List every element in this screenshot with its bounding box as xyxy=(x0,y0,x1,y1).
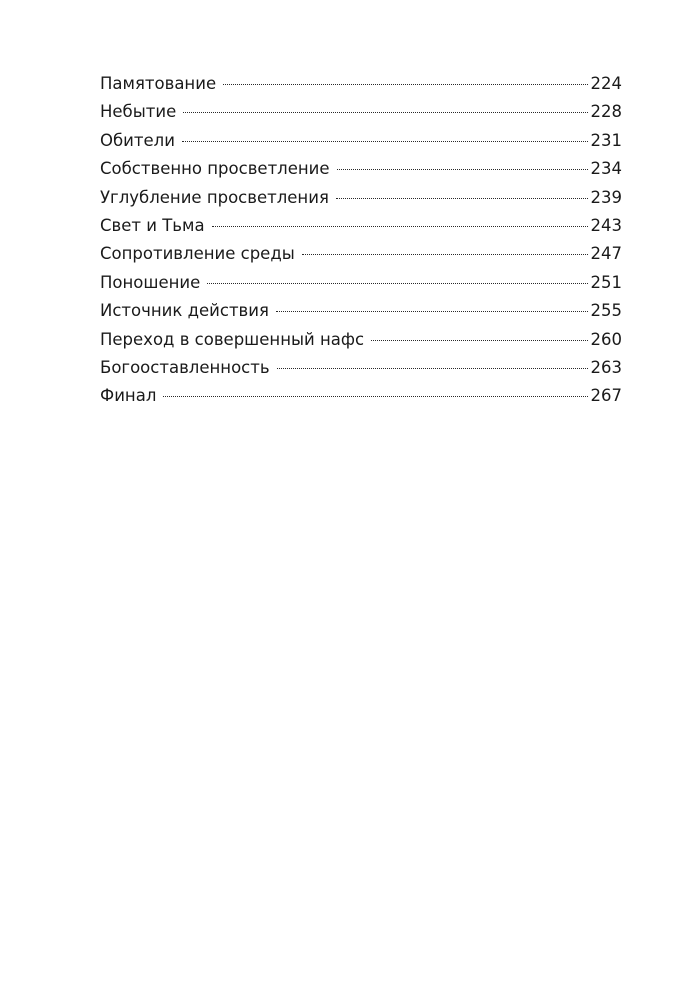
toc-entry-page: 243 xyxy=(590,215,622,235)
toc-entry-title: Источник действия xyxy=(100,301,269,321)
toc-entry-page: 251 xyxy=(590,272,622,292)
toc-entry-title: Финал xyxy=(100,386,157,406)
toc-entry-title: Богооставленность xyxy=(100,357,270,377)
toc-entry xyxy=(100,98,622,126)
toc-entry xyxy=(100,127,622,155)
toc-entry xyxy=(100,382,622,410)
toc-dot-leader xyxy=(163,396,587,397)
toc-entry-page: 234 xyxy=(590,159,622,179)
toc-entry-page: 239 xyxy=(590,187,622,207)
toc-entry-page: 263 xyxy=(590,357,622,377)
toc-entry xyxy=(100,240,622,268)
toc-entry-page: 247 xyxy=(590,244,622,264)
toc-entry-title: Поношение xyxy=(100,272,201,292)
toc-dot-leader xyxy=(371,340,587,341)
toc-entry xyxy=(100,269,622,297)
toc-dot-leader xyxy=(223,84,587,85)
toc-entry-title: Небытие xyxy=(100,102,177,122)
toc-dot-leader xyxy=(277,368,588,369)
toc-dot-leader xyxy=(302,254,588,255)
toc-dot-leader xyxy=(183,112,587,113)
toc-entry-page: 255 xyxy=(590,301,622,321)
toc-entry-page: 228 xyxy=(590,102,622,122)
toc-dot-leader xyxy=(182,141,588,142)
toc-dot-leader xyxy=(207,283,587,284)
toc-entry xyxy=(100,297,622,325)
toc-entry-title: Свет и Тьма xyxy=(100,215,205,235)
toc-entry xyxy=(100,212,622,240)
toc-entry-title: Переход в совершенный нафс xyxy=(100,329,365,349)
toc-entry-title: Сопротивление среды xyxy=(100,244,295,264)
toc-dot-leader xyxy=(337,169,588,170)
toc-entry-page: 267 xyxy=(590,386,622,406)
toc-entry-title: Углубление просветления xyxy=(100,187,329,207)
toc-entry-page: 260 xyxy=(590,329,622,349)
toc-dot-leader xyxy=(336,198,588,199)
toc-entry-page: 224 xyxy=(590,74,622,93)
toc-entry xyxy=(100,184,622,212)
toc-entry xyxy=(100,354,622,382)
table-of-contents xyxy=(100,70,622,411)
toc-entry xyxy=(100,70,622,98)
toc-entry-title: Собственно просветление xyxy=(100,159,330,179)
toc-entry-page: 231 xyxy=(590,130,622,150)
toc-dot-leader xyxy=(276,311,588,312)
toc-entry-title: Памятование xyxy=(100,74,217,93)
toc-entry xyxy=(100,326,622,354)
toc-entry xyxy=(100,155,622,183)
toc-dot-leader xyxy=(212,226,588,227)
toc-entry-title: Обители xyxy=(100,130,175,150)
